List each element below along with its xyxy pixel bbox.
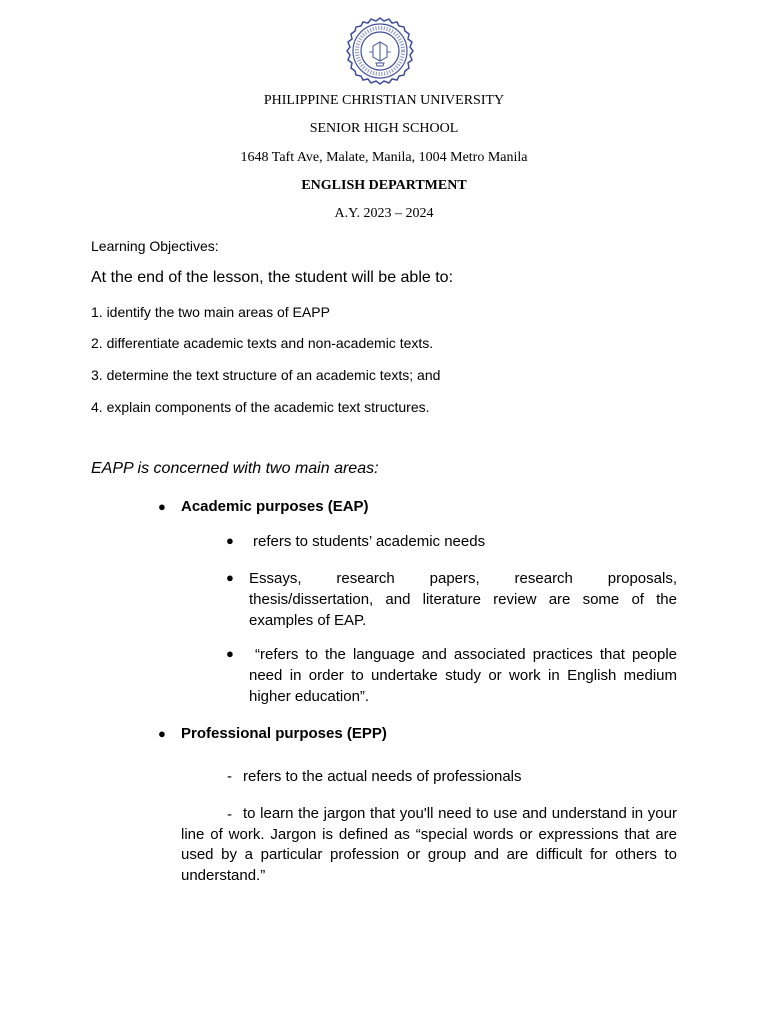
bullet-icon: ● <box>226 646 234 661</box>
objective-item: 2. differentiate academic texts and non-academic texts. <box>91 335 434 351</box>
academic-year: A.Y. 2023 – 2024 <box>334 206 434 221</box>
professional-point: refers to the actual needs of professionals <box>243 768 522 785</box>
objectives-heading: Learning Objectives: <box>91 238 219 254</box>
bullet-icon: ● <box>158 726 166 741</box>
objective-item: 1. identify the two main areas of EAPP <box>91 304 330 320</box>
objectives-intro: At the end of the lesson, the student will be able to: <box>91 269 454 286</box>
bullet-icon: ● <box>226 533 234 548</box>
dash-icon: - <box>227 806 232 823</box>
school-address: 1648 Taft Ave, Malate, Manila, 1004 Metro Manila <box>240 150 528 165</box>
academic-point: “refers to the language and associated practices that people need in order to undertake study or work in English medium higher education”. <box>249 646 677 705</box>
university-seal-logo <box>345 16 415 86</box>
bullet-icon: ● <box>158 499 166 514</box>
department-name: ENGLISH DEPARTMENT <box>301 178 467 193</box>
dash-icon: - <box>227 768 232 785</box>
bullet-icon: ● <box>226 570 234 585</box>
professional-purposes-title: Professional purposes (EPP) <box>181 725 387 742</box>
school-name: SENIOR HIGH SCHOOL <box>309 121 459 136</box>
objective-item: 4. explain components of the academic text structures. <box>91 399 430 415</box>
professional-point: to learn the jargon that you'll need to use and understand in your line of work. Jargon is defined as “special words or expressions that are used by a particular profession or group and are difficult for others to understand.” <box>181 805 677 884</box>
academic-point: Essays, research papers, research proposals, thesis/dissertation, and literature review are some of the examples of EAP. <box>249 570 677 629</box>
university-name: PHILIPPINE CHRISTIAN UNIVERSITY <box>263 93 505 108</box>
academic-point: refers to students’ academic needs <box>253 533 486 550</box>
academic-purposes-title: Academic purposes (EAP) <box>181 498 369 515</box>
areas-intro: EAPP is concerned with two main areas: <box>91 460 379 477</box>
objective-item: 3. determine the text structure of an academic texts; and <box>91 367 441 383</box>
